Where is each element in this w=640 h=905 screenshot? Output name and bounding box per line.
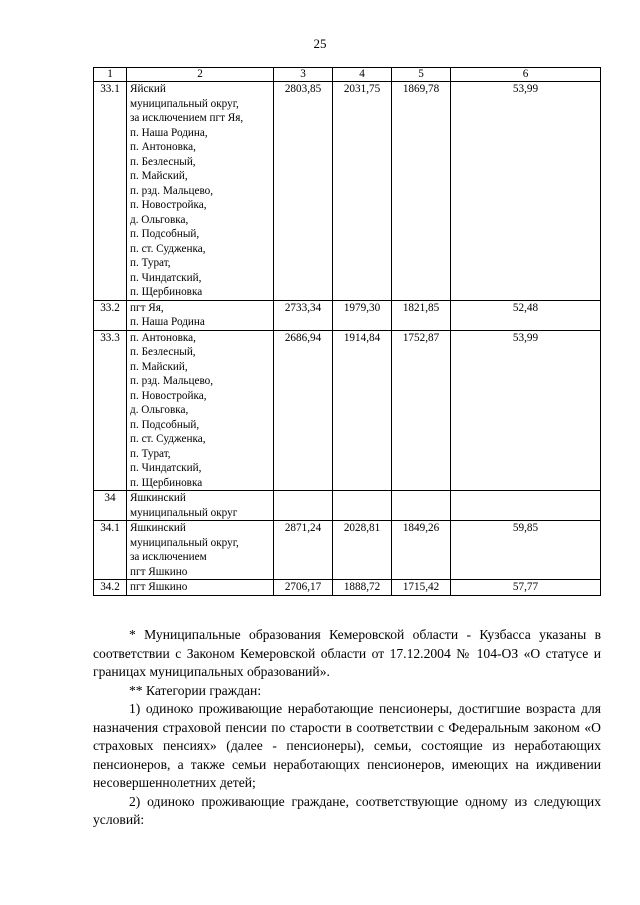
- row-number: 34: [94, 491, 127, 521]
- header-cell-4: 4: [333, 68, 392, 82]
- value-col-4: 2031,75: [333, 82, 392, 301]
- value-col-4: [333, 491, 392, 521]
- header-cell-5: 5: [392, 68, 451, 82]
- header-cell-2: 2: [127, 68, 274, 82]
- footnote-municipalities: * Муниципальные образования Кемеровской области - Кузбасса указаны в соответствии с Законом Кемеровской области от 17.12.2004 № 104-ОЗ «О статусе и границах муниципальных образований».: [93, 627, 601, 679]
- value-col-6: 57,77: [451, 580, 601, 596]
- value-col-4: 2028,81: [333, 521, 392, 580]
- table-row: [94, 330, 601, 491]
- table-row: [94, 491, 601, 521]
- value-col-6: 59,85: [451, 521, 601, 580]
- category-item-1: 1) одиноко проживающие неработающие пенсионеры, достигшие возраста для назначения страховой пенсии по старости в соответствии с Федеральным законом «О страховых пенсиях» (далее - пенсионеры), семьи, состоящие из неработающих пенсионеров, а также семьи неработающих пенсионеров, имеющих на иждивении несовершеннолетних детей;: [93, 701, 601, 790]
- municipality-name: Яшкинский муниципальный округ, за исключением пгт Яшкино: [127, 521, 274, 580]
- header-cell-1: 1: [94, 68, 127, 82]
- header-cell-3: 3: [274, 68, 333, 82]
- value-col-4: 1979,30: [333, 300, 392, 330]
- header-cell-6: 6: [451, 68, 601, 82]
- value-col-6: 53,99: [451, 82, 601, 301]
- value-col-6: [451, 491, 601, 521]
- value-col-6: 52,48: [451, 300, 601, 330]
- table-row: [94, 300, 601, 330]
- page-number: 25: [313, 36, 327, 51]
- municipality-name: пгт Яшкино: [127, 580, 274, 596]
- category-item-2: 2) одиноко проживающие граждане, соответствующие одному из следующих условий:: [93, 793, 601, 827]
- municipality-name: Яшкинский муниципальный округ: [127, 491, 274, 521]
- value-col-5: 1715,42: [392, 580, 451, 596]
- value-col-3: 2706,17: [274, 580, 333, 596]
- data-table: [93, 67, 601, 596]
- municipality-name: пгт Яя, п. Наша Родина: [127, 300, 274, 330]
- row-number: 33.3: [94, 330, 127, 491]
- municipality-name: п. Антоновка, п. Безлесный, п. Майский, п. рзд. Мальцево, п. Новостройка, д. Ольговка, п. Подсобный, п. ст. Судженка, п. Турат, п. Чиндатский, п. Щербиновка: [127, 330, 274, 491]
- value-col-5: 1849,26: [392, 521, 451, 580]
- row-number: 34.2: [94, 580, 127, 596]
- row-number: 33.2: [94, 300, 127, 330]
- table-header-row: [94, 68, 601, 82]
- value-col-3: 2733,34: [274, 300, 333, 330]
- table-row: [94, 82, 601, 301]
- value-col-4: 1914,84: [333, 330, 392, 491]
- value-col-5: 1752,87: [392, 330, 451, 491]
- value-col-3: 2871,24: [274, 521, 333, 580]
- value-col-6: 53,99: [451, 330, 601, 491]
- value-col-3: [274, 491, 333, 521]
- municipality-name: Яйский муниципальный округ, за исключением пгт Яя, п. Наша Родина, п. Антоновка, п. Безлесный, п. Майский, п. рзд. Мальцево, п. Новостройка, д. Ольговка, п. Подсобный, п. ст. Судженка, п. Турат, п. Чиндатский, п. Щербиновка: [127, 82, 274, 301]
- value-col-5: [392, 491, 451, 521]
- footnotes: [93, 626, 601, 830]
- table-row: [94, 521, 601, 580]
- value-col-5: 1869,78: [392, 82, 451, 301]
- row-number: 34.1: [94, 521, 127, 580]
- row-number: 33.1: [94, 82, 127, 301]
- value-col-3: 2686,94: [274, 330, 333, 491]
- value-col-5: 1821,85: [392, 300, 451, 330]
- value-col-3: 2803,85: [274, 82, 333, 301]
- value-col-4: 1888,72: [333, 580, 392, 596]
- table-row: [94, 580, 601, 596]
- footnote-categories-heading: ** Категории граждан:: [129, 682, 262, 698]
